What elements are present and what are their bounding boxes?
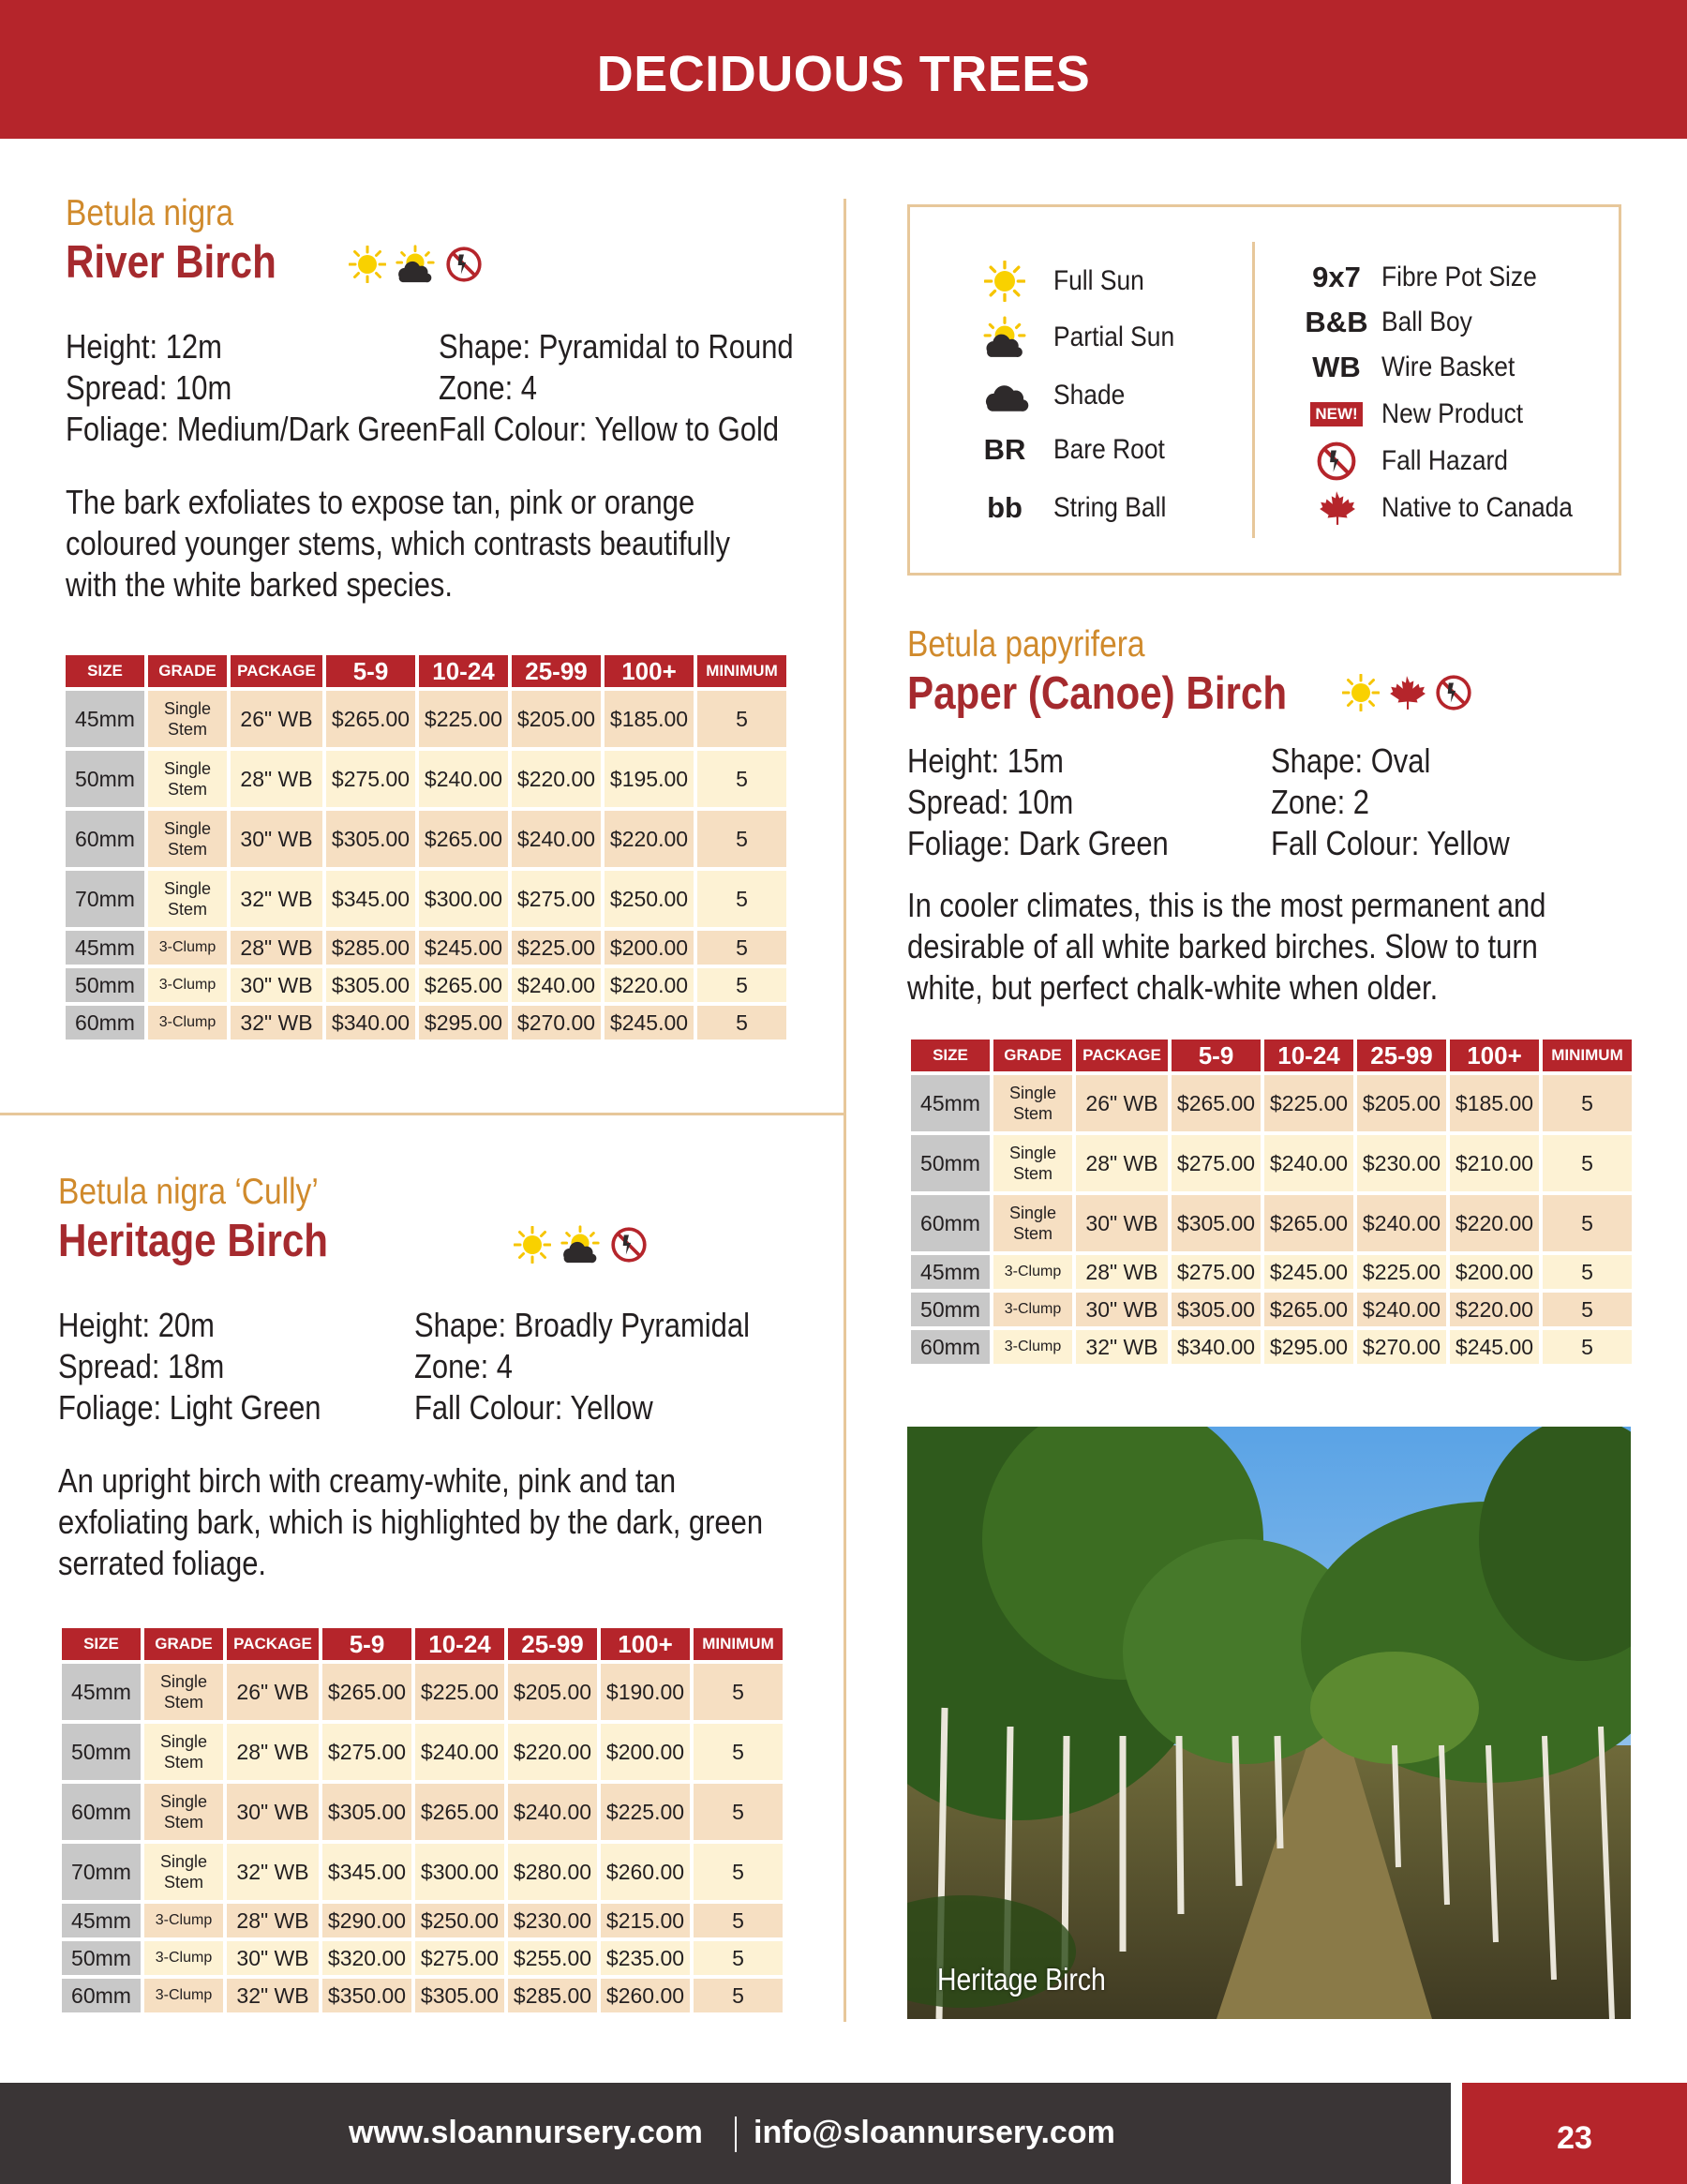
- cell-price-5-9: $305.00: [326, 811, 415, 867]
- cell-price-10-24: $300.00: [419, 871, 508, 927]
- cell-grade: 3-Clump: [144, 1904, 223, 1937]
- cell-price-5-9: $275.00: [1172, 1135, 1261, 1191]
- cell-price-10-24: $240.00: [1264, 1135, 1353, 1191]
- table-row: [62, 1941, 783, 1975]
- sun-icon: [1342, 674, 1380, 711]
- cell-minimum: 5: [697, 751, 786, 807]
- col-minimum: MINIMUM: [697, 655, 786, 687]
- legend-shade: Shade: [977, 373, 1135, 418]
- cell-package: 32" WB: [227, 1979, 319, 2012]
- cell-price-10-24: $245.00: [1264, 1255, 1353, 1289]
- cell-price-5-9: $305.00: [1172, 1293, 1261, 1326]
- cell-package: 26" WB: [1076, 1075, 1168, 1131]
- cell-grade: 3-Clump: [993, 1293, 1072, 1326]
- cell-grade: Single Stem: [144, 1664, 223, 1720]
- col-qty-25-99: 25-99: [1357, 1040, 1446, 1071]
- cell-minimum: 5: [697, 871, 786, 927]
- cell-price-5-9: $350.00: [322, 1979, 411, 2012]
- cell-price-25-99: $230.00: [1357, 1135, 1446, 1191]
- cell-price-100-plus: $260.00: [601, 1844, 690, 1900]
- cell-size: 60mm: [66, 811, 144, 867]
- cell-price-25-99: $220.00: [508, 1724, 597, 1780]
- fall-hazard-icon: [1315, 440, 1358, 483]
- cell-price-25-99: $220.00: [512, 751, 601, 807]
- section-divider: [0, 1113, 844, 1115]
- tree-photo: [907, 1427, 1631, 2019]
- cell-price-100-plus: $200.00: [601, 1724, 690, 1780]
- product-description: The bark exfoliates to expose tan, pink or orange coloured younger stems, which contrasts beautifully with the white barked species.: [66, 483, 731, 604]
- col-qty-25-99: 25-99: [512, 655, 601, 687]
- cell-price-10-24: $265.00: [1264, 1293, 1353, 1326]
- sun-icon: [349, 246, 386, 283]
- cell-package: 28" WB: [1076, 1135, 1168, 1191]
- cell-price-100-plus: $260.00: [601, 1979, 690, 2012]
- ball-boy-symbol: B&B: [1305, 306, 1368, 338]
- cell-grade: Single Stem: [993, 1075, 1072, 1131]
- cell-price-100-plus: $225.00: [601, 1784, 690, 1840]
- cell-size: 50mm: [911, 1293, 990, 1326]
- bare-root-symbol: BR: [983, 433, 1026, 466]
- cell-price-10-24: $240.00: [419, 751, 508, 807]
- cell-price-100-plus: $245.00: [605, 1006, 694, 1040]
- product-description: An upright birch with creamy-white, pink and tan exfoliating bark, which is highlighted by the dark, green serrated foliage.: [58, 1461, 764, 1582]
- spec-foliage: Foliage: Medium/Dark Green: [66, 410, 439, 448]
- cell-price-10-24: $300.00: [415, 1844, 504, 1900]
- cell-package: 30" WB: [227, 1784, 319, 1840]
- cell-price-25-99: $240.00: [1357, 1195, 1446, 1251]
- cell-price-10-24: $225.00: [415, 1664, 504, 1720]
- cell-price-100-plus: $190.00: [601, 1664, 690, 1720]
- col-qty-100-plus: 100+: [1450, 1040, 1539, 1071]
- cell-price-100-plus: $215.00: [601, 1904, 690, 1937]
- cell-price-5-9: $320.00: [322, 1941, 411, 1975]
- cell-grade: Single Stem: [148, 751, 227, 807]
- cell-price-5-9: $305.00: [322, 1784, 411, 1840]
- cell-price-25-99: $225.00: [512, 931, 601, 965]
- product-icons: [514, 1224, 649, 1265]
- spec-spread: Spread: 18m: [58, 1347, 225, 1385]
- col-package: PACKAGE: [227, 1628, 319, 1660]
- spec-zone: Zone: 4: [439, 368, 538, 407]
- legend-wire-basket: WB Wire Basket: [1308, 345, 1533, 390]
- price-table: [58, 1624, 786, 2016]
- cell-minimum: 5: [694, 1784, 783, 1840]
- cell-minimum: 5: [694, 1724, 783, 1780]
- cell-price-5-9: $340.00: [1172, 1330, 1261, 1364]
- column-divider: [844, 199, 846, 2022]
- cell-grade: Single Stem: [993, 1195, 1072, 1251]
- table-row: [911, 1075, 1632, 1131]
- cell-grade: Single Stem: [993, 1135, 1072, 1191]
- spec-height: Height: 20m: [58, 1306, 215, 1344]
- cell-size: 60mm: [62, 1979, 141, 2012]
- legend-fibre-pot: 9x7 Fibre Pot Size: [1308, 255, 1558, 300]
- cell-package: 30" WB: [227, 1941, 319, 1975]
- cell-package: 32" WB: [231, 1006, 322, 1040]
- col-package: PACKAGE: [1076, 1040, 1168, 1071]
- cell-size: 45mm: [62, 1664, 141, 1720]
- col-qty-5-9: 5-9: [326, 655, 415, 687]
- cell-package: 28" WB: [227, 1904, 319, 1937]
- product-icons: [349, 244, 484, 285]
- cell-grade: Single Stem: [144, 1844, 223, 1900]
- legend-full-sun: Full Sun: [977, 259, 1157, 304]
- spec-height: Height: 15m: [907, 741, 1064, 780]
- cell-size: 45mm: [911, 1075, 990, 1131]
- cell-price-100-plus: $220.00: [1450, 1195, 1539, 1251]
- spec-zone: Zone: 4: [414, 1347, 514, 1385]
- product-description: In cooler climates, this is the most permanent and desirable of all white barked birches. Slow to turn white, but perfect chalk-white when older.: [907, 886, 1546, 1007]
- col-qty-5-9: 5-9: [1172, 1040, 1261, 1071]
- table-row: [911, 1293, 1632, 1326]
- spec-foliage: Foliage: Dark Green: [907, 824, 1169, 862]
- cell-minimum: 5: [1543, 1255, 1632, 1289]
- cell-price-5-9: $265.00: [326, 691, 415, 747]
- cell-price-10-24: $240.00: [415, 1724, 504, 1780]
- table-row: [62, 1979, 783, 2012]
- partial-sun-icon: [980, 316, 1029, 359]
- col-qty-100-plus: 100+: [601, 1628, 690, 1660]
- spec-zone: Zone: 2: [1271, 783, 1370, 821]
- cell-price-10-24: $305.00: [415, 1979, 504, 2012]
- fall-hazard-icon: [609, 1225, 649, 1264]
- cell-size: 50mm: [66, 968, 144, 1002]
- cell-price-5-9: $265.00: [1172, 1075, 1261, 1131]
- col-qty-25-99: 25-99: [508, 1628, 597, 1660]
- cell-size: 45mm: [62, 1904, 141, 1937]
- cell-minimum: 5: [697, 931, 786, 965]
- cell-minimum: 5: [1543, 1330, 1632, 1364]
- sun-icon: [514, 1226, 551, 1264]
- cell-minimum: 5: [694, 1979, 783, 2012]
- cell-price-100-plus: $250.00: [605, 871, 694, 927]
- cell-grade: 3-Clump: [144, 1979, 223, 2012]
- cell-grade: Single Stem: [148, 871, 227, 927]
- col-grade: GRADE: [144, 1628, 223, 1660]
- cell-size: 60mm: [62, 1784, 141, 1840]
- cell-package: 30" WB: [231, 811, 322, 867]
- spec-foliage: Foliage: Light Green: [58, 1388, 321, 1427]
- table-row: [66, 871, 786, 927]
- product-icons: [1342, 673, 1473, 712]
- fall-hazard-icon: [1434, 673, 1473, 712]
- footer-bar: [0, 2083, 1451, 2184]
- partial-sun-icon: [394, 244, 437, 285]
- cell-price-5-9: $305.00: [1172, 1195, 1261, 1251]
- page-number: 23: [1557, 2120, 1592, 2156]
- col-grade: GRADE: [993, 1040, 1072, 1071]
- cell-price-10-24: $265.00: [419, 811, 508, 867]
- cell-grade: 3-Clump: [148, 968, 227, 1002]
- table-row: [911, 1255, 1632, 1289]
- cell-minimum: 5: [1543, 1075, 1632, 1131]
- cell-grade: 3-Clump: [148, 1006, 227, 1040]
- maple-leaf-icon: [1387, 673, 1426, 712]
- page-title: DECIDUOUS TREES: [596, 46, 1091, 102]
- cloud-icon: [980, 376, 1029, 415]
- cell-size: 45mm: [66, 691, 144, 747]
- cell-minimum: 5: [1543, 1135, 1632, 1191]
- email-link[interactable]: info@sloannursery.com: [754, 2115, 1115, 2150]
- cell-price-100-plus: $210.00: [1450, 1135, 1539, 1191]
- cell-package: 32" WB: [227, 1844, 319, 1900]
- fall-hazard-icon: [444, 245, 484, 284]
- cell-grade: Single Stem: [144, 1724, 223, 1780]
- spec-spread: Spread: 10m: [907, 783, 1074, 821]
- cell-price-25-99: $240.00: [512, 811, 601, 867]
- cell-price-100-plus: $185.00: [1450, 1075, 1539, 1131]
- cell-price-5-9: $345.00: [326, 871, 415, 927]
- table-row: [66, 968, 786, 1002]
- legend-ball-boy: B&B Ball Boy: [1305, 306, 1472, 338]
- cell-price-25-99: $240.00: [512, 968, 601, 1002]
- cell-package: 28" WB: [231, 931, 322, 965]
- col-qty-100-plus: 100+: [605, 655, 694, 687]
- cell-package: 30" WB: [1076, 1293, 1168, 1326]
- table-row: [66, 751, 786, 807]
- cell-price-25-99: $275.00: [512, 871, 601, 927]
- table-row: [66, 691, 786, 747]
- cell-minimum: 5: [694, 1664, 783, 1720]
- product-latin-name: Betula papyrifera: [907, 624, 1145, 665]
- cell-price-5-9: $340.00: [326, 1006, 415, 1040]
- birch-grove-image: [907, 1427, 1631, 2019]
- cell-grade: 3-Clump: [993, 1330, 1072, 1364]
- table-row: [62, 1844, 783, 1900]
- fibre-pot-symbol: 9x7: [1312, 261, 1361, 293]
- cell-price-25-99: $205.00: [508, 1664, 597, 1720]
- cell-size: 50mm: [66, 751, 144, 807]
- cell-price-10-24: $275.00: [415, 1941, 504, 1975]
- cell-size: 50mm: [62, 1724, 141, 1780]
- cell-package: 32" WB: [1076, 1330, 1168, 1364]
- table-row: [62, 1664, 783, 1720]
- cell-grade: 3-Clump: [993, 1255, 1072, 1289]
- legend-native: Native to Canada: [1308, 486, 1599, 531]
- cell-price-5-9: $290.00: [322, 1904, 411, 1937]
- cell-price-5-9: $285.00: [326, 931, 415, 965]
- table-row: [66, 811, 786, 867]
- table-row: [62, 1724, 783, 1780]
- maple-leaf-icon: [1317, 488, 1356, 528]
- cell-package: 28" WB: [1076, 1255, 1168, 1289]
- spec-fall-colour: Fall Colour: Yellow: [1271, 824, 1510, 862]
- legend-new-product: NEW! New Product: [1308, 392, 1543, 437]
- product-common-name: Heritage Birch: [58, 1216, 329, 1266]
- price-table: [907, 1036, 1635, 1368]
- cell-grade: 3-Clump: [144, 1941, 223, 1975]
- spec-spread: Spread: 10m: [66, 368, 232, 407]
- cell-price-5-9: $275.00: [1172, 1255, 1261, 1289]
- cell-price-100-plus: $200.00: [605, 931, 694, 965]
- cell-price-10-24: $225.00: [1264, 1075, 1353, 1131]
- string-ball-symbol: bb: [987, 491, 1023, 524]
- legend-divider: [1252, 242, 1255, 538]
- cell-price-100-plus: $200.00: [1450, 1255, 1539, 1289]
- cell-minimum: 5: [694, 1941, 783, 1975]
- spec-height: Height: 12m: [66, 327, 222, 366]
- cell-price-25-99: $285.00: [508, 1979, 597, 2012]
- product-latin-name: Betula nigra ‘Cully’: [58, 1172, 319, 1212]
- cell-price-100-plus: $235.00: [601, 1941, 690, 1975]
- cell-price-100-plus: $195.00: [605, 751, 694, 807]
- product-common-name: River Birch: [66, 237, 276, 288]
- cell-package: 30" WB: [231, 968, 322, 1002]
- cell-price-10-24: $295.00: [419, 1006, 508, 1040]
- cell-package: 26" WB: [227, 1664, 319, 1720]
- cell-size: 70mm: [62, 1844, 141, 1900]
- cell-grade: 3-Clump: [148, 931, 227, 965]
- spec-shape: Shape: Pyramidal to Round: [439, 327, 794, 366]
- cell-price-25-99: $230.00: [508, 1904, 597, 1937]
- table-row: [66, 931, 786, 965]
- table-row: [911, 1135, 1632, 1191]
- website-link[interactable]: www.sloannursery.com: [349, 2115, 703, 2150]
- cell-minimum: 5: [694, 1844, 783, 1900]
- col-qty-10-24: 10-24: [1264, 1040, 1353, 1071]
- cell-size: 60mm: [911, 1330, 990, 1364]
- cell-minimum: 5: [697, 811, 786, 867]
- cell-grade: Single Stem: [148, 811, 227, 867]
- col-qty-10-24: 10-24: [419, 655, 508, 687]
- legend-string-ball: bb String Ball: [977, 486, 1182, 531]
- cell-package: 32" WB: [231, 871, 322, 927]
- partial-sun-icon: [559, 1224, 602, 1265]
- cell-minimum: 5: [1543, 1293, 1632, 1326]
- cell-price-25-99: $205.00: [1357, 1075, 1446, 1131]
- legend-fall-hazard: Fall Hazard: [1308, 439, 1525, 484]
- footer-separator: [735, 2117, 737, 2152]
- cell-price-25-99: $240.00: [508, 1784, 597, 1840]
- cell-price-25-99: $225.00: [1357, 1255, 1446, 1289]
- cell-price-25-99: $255.00: [508, 1941, 597, 1975]
- cell-size: 50mm: [62, 1941, 141, 1975]
- cell-price-100-plus: $220.00: [605, 968, 694, 1002]
- sun-icon: [984, 261, 1025, 302]
- spec-fall-colour: Fall Colour: Yellow to Gold: [439, 410, 780, 448]
- product-common-name: Paper (Canoe) Birch: [907, 668, 1288, 719]
- cell-price-10-24: $250.00: [415, 1904, 504, 1937]
- col-size: SIZE: [62, 1628, 141, 1660]
- cell-minimum: 5: [697, 968, 786, 1002]
- cell-size: 70mm: [66, 871, 144, 927]
- cell-price-25-99: $205.00: [512, 691, 601, 747]
- cell-package: 28" WB: [231, 751, 322, 807]
- col-minimum: MINIMUM: [694, 1628, 783, 1660]
- cell-price-100-plus: $245.00: [1450, 1330, 1539, 1364]
- cell-size: 50mm: [911, 1135, 990, 1191]
- cell-minimum: 5: [697, 691, 786, 747]
- price-table: [62, 651, 790, 1043]
- col-grade: GRADE: [148, 655, 227, 687]
- table-row: [62, 1784, 783, 1840]
- col-size: SIZE: [66, 655, 144, 687]
- col-qty-5-9: 5-9: [322, 1628, 411, 1660]
- cell-price-25-99: $240.00: [1357, 1293, 1446, 1326]
- cell-price-10-24: $265.00: [415, 1784, 504, 1840]
- spec-fall-colour: Fall Colour: Yellow: [414, 1388, 653, 1427]
- cell-minimum: 5: [697, 1006, 786, 1040]
- col-size: SIZE: [911, 1040, 990, 1071]
- cell-price-10-24: $225.00: [419, 691, 508, 747]
- cell-package: 28" WB: [227, 1724, 319, 1780]
- cell-size: 60mm: [66, 1006, 144, 1040]
- table-row: [66, 1006, 786, 1040]
- photo-caption: Heritage Birch: [937, 1962, 1106, 1997]
- product-latin-name: Betula nigra: [66, 193, 234, 233]
- table-row: [911, 1330, 1632, 1364]
- cell-price-10-24: $295.00: [1264, 1330, 1353, 1364]
- cell-price-25-99: $270.00: [512, 1006, 601, 1040]
- cell-price-5-9: $275.00: [326, 751, 415, 807]
- cell-price-25-99: $270.00: [1357, 1330, 1446, 1364]
- cell-size: 60mm: [911, 1195, 990, 1251]
- cell-minimum: 5: [694, 1904, 783, 1937]
- cell-package: 30" WB: [1076, 1195, 1168, 1251]
- cell-price-100-plus: $185.00: [605, 691, 694, 747]
- cell-grade: Single Stem: [144, 1784, 223, 1840]
- cell-price-10-24: $245.00: [419, 931, 508, 965]
- spec-shape: Shape: Broadly Pyramidal: [414, 1306, 750, 1344]
- new-badge: NEW!: [1310, 402, 1362, 426]
- wire-basket-symbol: WB: [1312, 351, 1361, 383]
- cell-price-25-99: $280.00: [508, 1844, 597, 1900]
- legend-partial-sun: Partial Sun: [977, 315, 1191, 360]
- col-minimum: MINIMUM: [1543, 1040, 1632, 1071]
- cell-price-100-plus: $220.00: [605, 811, 694, 867]
- cell-size: 45mm: [911, 1255, 990, 1289]
- cell-package: 26" WB: [231, 691, 322, 747]
- table-row: [911, 1195, 1632, 1251]
- cell-price-100-plus: $220.00: [1450, 1293, 1539, 1326]
- cell-price-5-9: $275.00: [322, 1724, 411, 1780]
- legend-bare-root: BR Bare Root: [977, 427, 1180, 472]
- col-package: PACKAGE: [231, 655, 322, 687]
- cell-price-5-9: $305.00: [326, 968, 415, 1002]
- cell-price-5-9: $345.00: [322, 1844, 411, 1900]
- cell-minimum: 5: [1543, 1195, 1632, 1251]
- table-row: [62, 1904, 783, 1937]
- cell-grade: Single Stem: [148, 691, 227, 747]
- cell-price-5-9: $265.00: [322, 1664, 411, 1720]
- col-qty-10-24: 10-24: [415, 1628, 504, 1660]
- cell-price-10-24: $265.00: [1264, 1195, 1353, 1251]
- spec-shape: Shape: Oval: [1271, 741, 1431, 780]
- cell-price-10-24: $265.00: [419, 968, 508, 1002]
- cell-size: 45mm: [66, 931, 144, 965]
